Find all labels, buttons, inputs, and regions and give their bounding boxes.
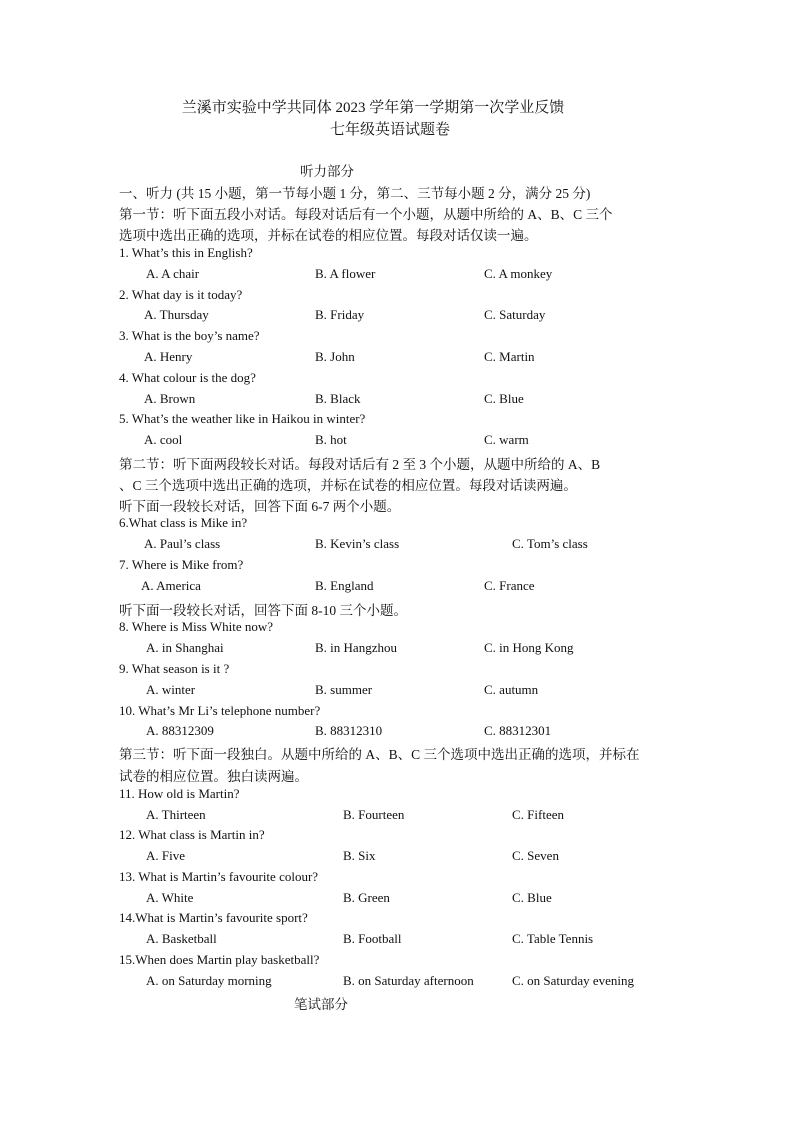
question-7-option-a: A. America: [141, 578, 201, 593]
question-6-option-a: A. Paul’s class: [144, 536, 221, 551]
question-9-option-c: C. autumn: [484, 682, 539, 697]
exam-subtitle: 七年级英语试题卷: [329, 122, 450, 138]
question-13-option-b: B. Green: [343, 890, 390, 905]
question-10-option-a: A. 88312309: [146, 723, 214, 738]
question-1: 1. What’s this in English?: [119, 245, 253, 260]
question-14-option-c: C. Table Tennis: [512, 931, 594, 946]
question-14-option-b: B. Football: [343, 931, 402, 946]
question-3-option-a: A. Henry: [144, 349, 193, 364]
question-5-option-a: A. cool: [144, 432, 183, 447]
question-3-option-c: C. Martin: [484, 349, 535, 364]
question-3-option-b: B. John: [315, 349, 355, 364]
question-11-option-c: C. Fifteen: [512, 807, 564, 822]
question-4: 4. What colour is the dog?: [119, 370, 256, 385]
question-12: 12. What class is Martin in?: [119, 827, 265, 842]
question-13-option-a: A. White: [146, 890, 194, 905]
question-4-option-c: C. Blue: [484, 391, 524, 406]
question-15: 15.When does Martin play basketball?: [119, 952, 320, 967]
question-11-option-b: B. Fourteen: [343, 807, 405, 822]
question-7: 7. Where is Mike from?: [119, 557, 244, 572]
question-13: 13. What is Martin’s favourite colour?: [119, 869, 319, 884]
question-2: 2. What day is it today?: [119, 287, 243, 302]
question-10-option-c: C. 88312301: [484, 723, 552, 738]
section3-instructions-line2: 试卷的相应位置。独白读两遍。: [119, 769, 308, 784]
question-9: 9. What season is it ?: [119, 661, 230, 676]
question-11-option-a: A. Thirteen: [146, 807, 206, 822]
question-13-option-c: C. Blue: [512, 890, 552, 905]
written-heading: 笔试部分: [294, 997, 348, 1012]
question-6: 6.What class is Mike in?: [119, 515, 248, 530]
question-2-option-a: A. Thursday: [144, 307, 209, 322]
section2-instructions-line1: 第二节：听下面两段较长对话。每段对话后有 2 至 3 个小题，从题中所给的 A、B: [119, 457, 601, 472]
question-10-option-b: B. 88312310: [315, 723, 383, 738]
question-14: 14.What is Martin’s favourite sport?: [119, 910, 308, 925]
question-2-option-b: B. Friday: [315, 307, 365, 322]
question-4-option-a: A. Brown: [144, 391, 196, 406]
question-5-option-c: C. warm: [484, 432, 529, 447]
question-8: 8. Where is Miss White now?: [119, 619, 274, 634]
question-12-option-c: C. Seven: [512, 848, 559, 863]
question-4-option-b: B. Black: [315, 391, 361, 406]
question-3: 3. What is the boy’s name?: [119, 328, 260, 343]
question-12-option-b: B. Six: [343, 848, 376, 863]
question-15-option-a: A. on Saturday morning: [146, 973, 272, 988]
section2-subinstruction-2: 听下面一段较长对话，回答下面 8-10 三个小题。: [119, 603, 407, 618]
question-8-option-b: B. in Hangzhou: [315, 640, 397, 655]
question-7-option-c: C. France: [484, 578, 535, 593]
section3-instructions-line1: 第三节：听下面一段独白。从题中所给的 A、B、C 三个选项中选出正确的选项，并标在: [119, 747, 640, 762]
part1-intro: 一、听力 (共 15 小题，第一节每小题 1 分，第二、三节每小题 2 分，满分 25 分): [119, 186, 591, 201]
question-8-option-c: C. in Hong Kong: [484, 640, 574, 655]
question-9-option-b: B. summer: [315, 682, 373, 697]
question-2-option-c: C. Saturday: [484, 307, 546, 322]
question-7-option-b: B. England: [315, 578, 374, 593]
question-11: 11. How old is Martin?: [119, 786, 240, 801]
exam-title: 兰溪市实验中学共同体 2023 学年第一学期第一次学业反馈: [181, 100, 565, 116]
section2-subinstruction-1: 听下面一段较长对话，回答下面 6-7 两个小题。: [119, 499, 401, 514]
question-14-option-a: A. Basketball: [146, 931, 217, 946]
section1-instructions-line1: 第一节：听下面五段小对话。每段对话后有一个小题，从题中所给的 A、B、C 三个: [119, 207, 613, 222]
question-15-option-b: B. on Saturday afternoon: [343, 973, 474, 988]
question-8-option-a: A. in Shanghai: [146, 640, 224, 655]
listening-heading: 听力部分: [300, 164, 354, 179]
question-5-option-b: B. hot: [315, 432, 347, 447]
question-6-option-b: B. Kevin’s class: [315, 536, 400, 551]
question-12-option-a: A. Five: [146, 848, 185, 863]
question-15-option-c: C. on Saturday evening: [512, 973, 635, 988]
section2-instructions-line2: 、C 三个选项中选出正确的选项，并标在试卷的相应位置。每段对话读两遍。: [119, 478, 577, 493]
question-6-option-c: C. Tom’s class: [512, 536, 588, 551]
question-1-option-c: C. A monkey: [484, 266, 553, 281]
question-10: 10. What’s Mr Li’s telephone number?: [119, 703, 321, 718]
question-1-option-b: B. A flower: [315, 266, 376, 281]
question-9-option-a: A. winter: [146, 682, 196, 697]
section1-instructions-line2: 选项中选出正确的选项，并标在试卷的相应位置。每段对话仅读一遍。: [119, 228, 538, 243]
question-1-option-a: A. A chair: [146, 266, 200, 281]
question-5: 5. What’s the weather like in Haikou in winter?: [119, 411, 366, 426]
